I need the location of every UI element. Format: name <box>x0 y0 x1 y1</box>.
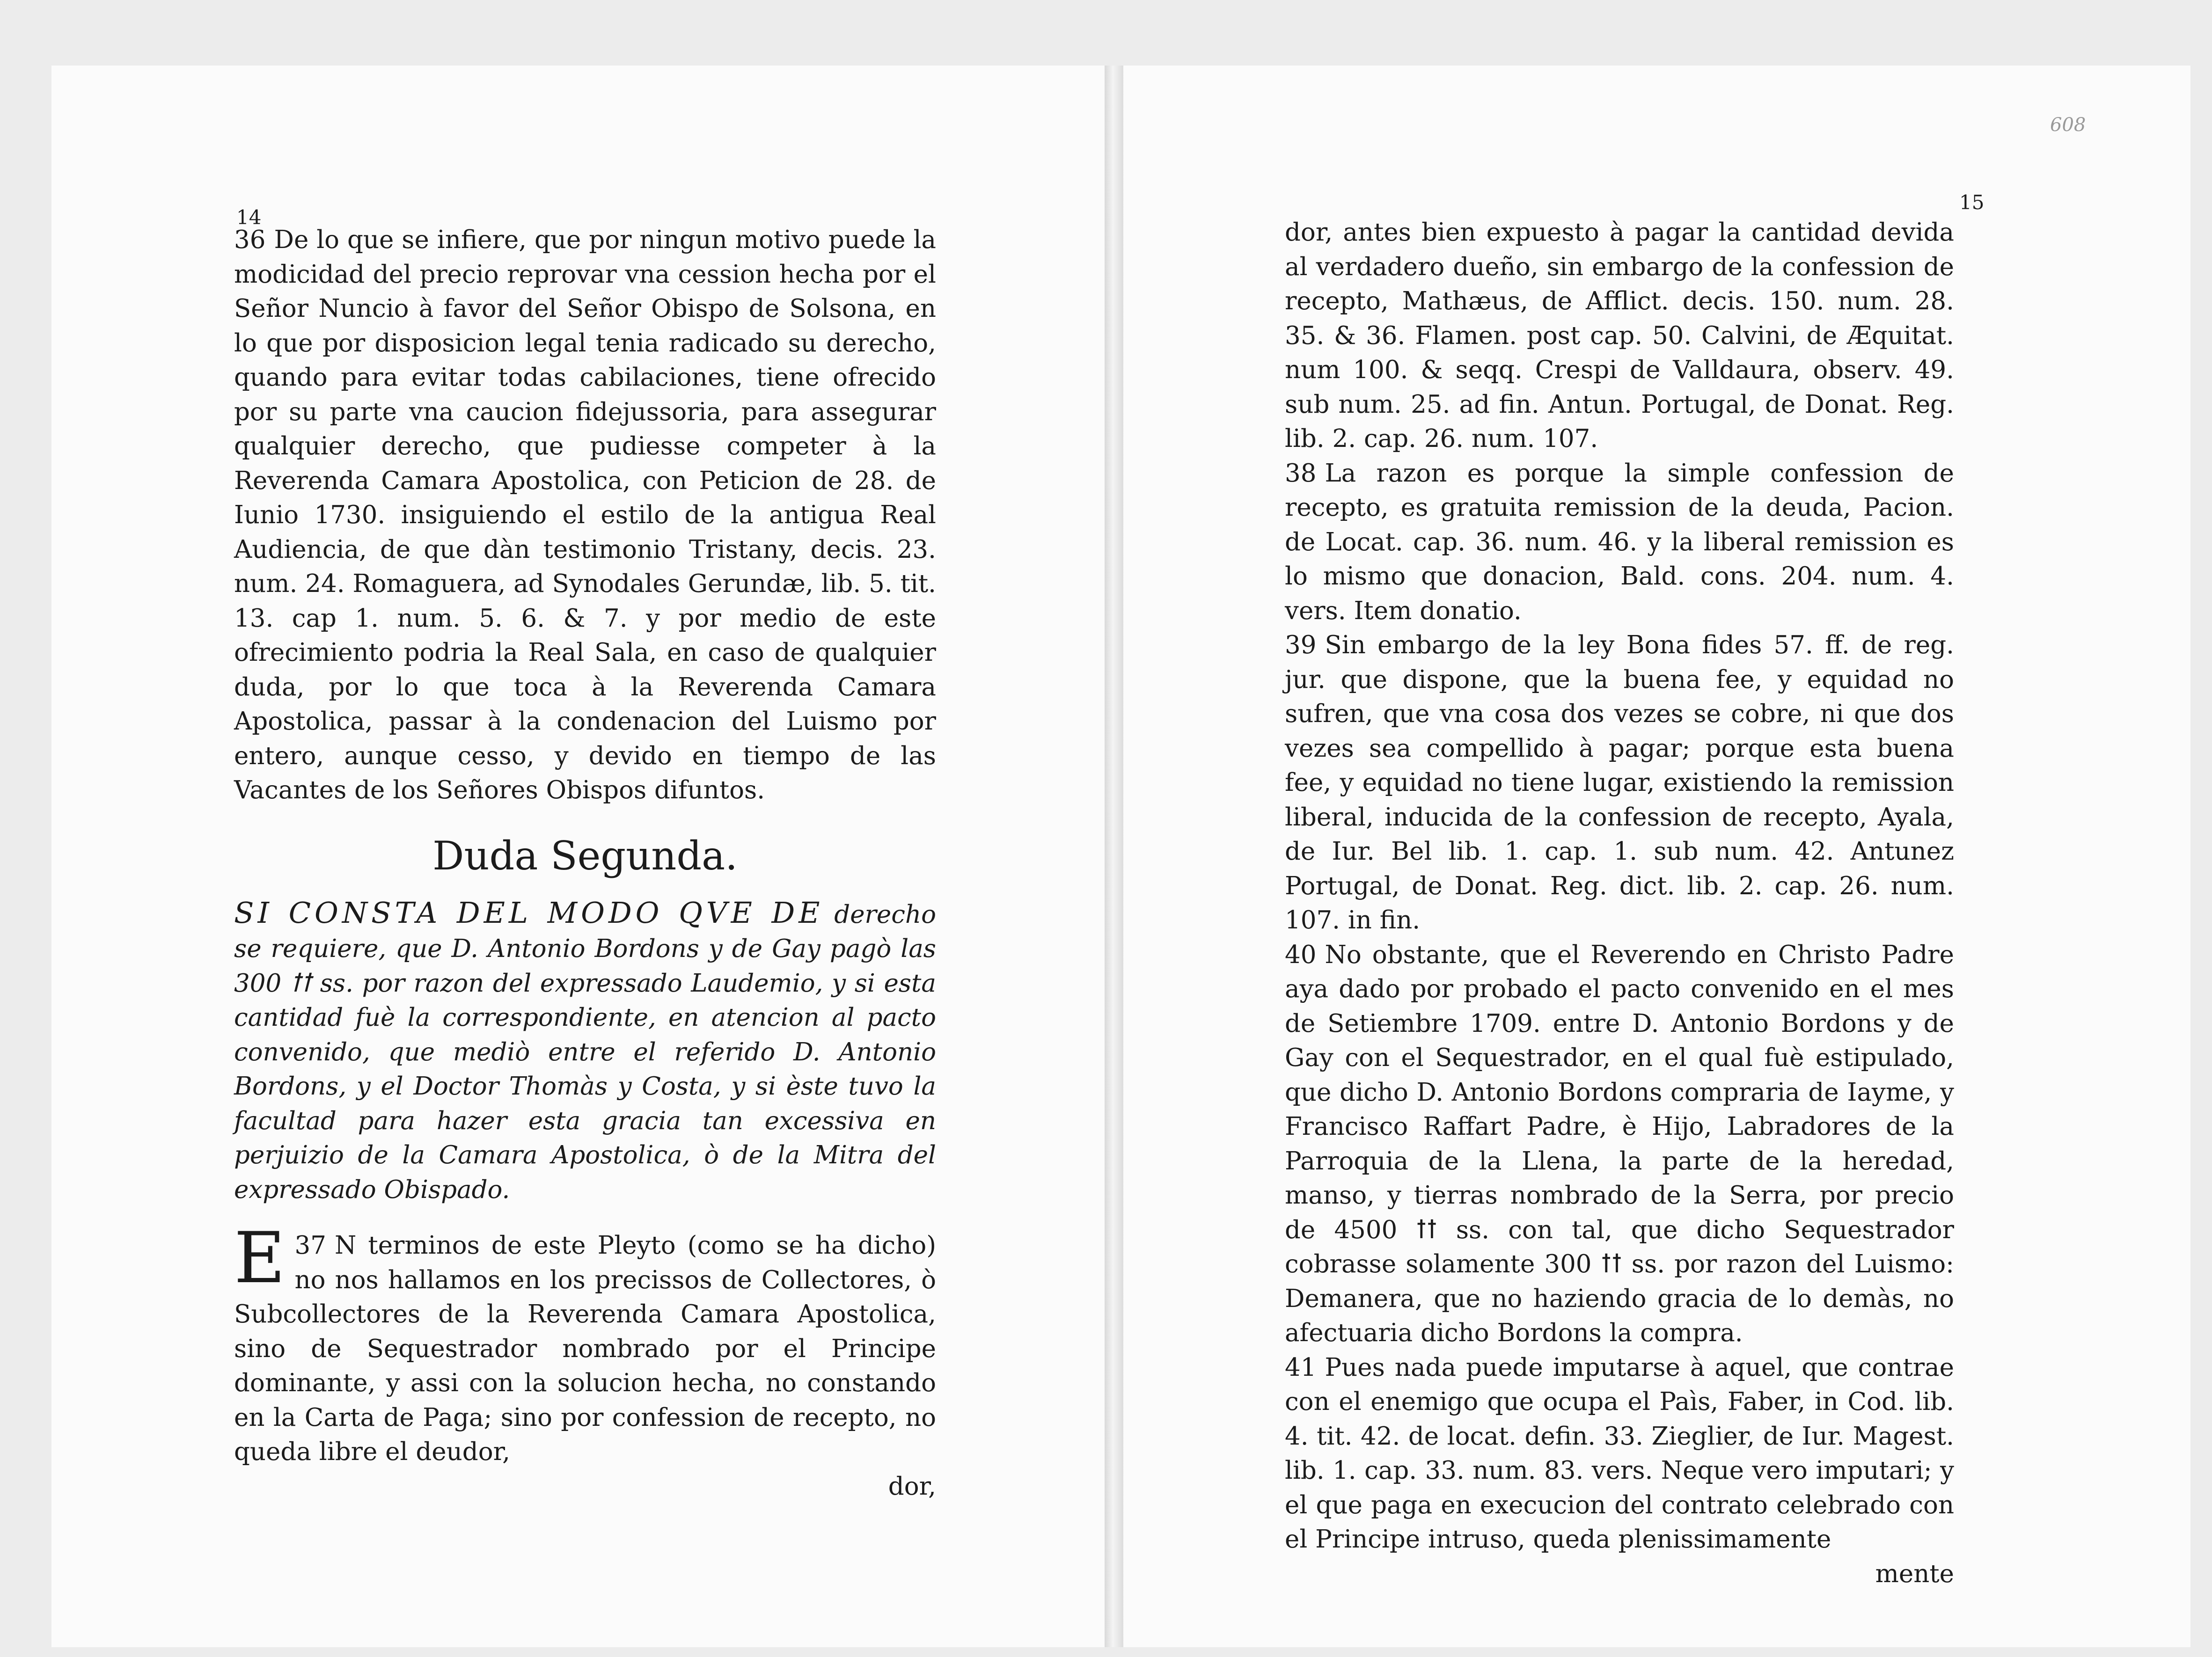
right-page-number: 15 <box>1959 191 1985 214</box>
paragraph-text: No obstante, que el Reverendo en Christo Padre aya dado por probado el pacto convenido en el mes de Setiembre 1709. entre D. Antonio Bordons y de Gay con el Sequestrador, en el qual fuè estipulado, que dicho D. Antonio Bordons compraria de Iayme, y Francisco Raffart Padre, è Hijo, Labradores de la Parroquia de la Llena, la parte de la heredad, manso, y tierras nombrado de la Serra, por precio de 4500 ꝉꝉ ss. con tal, que dicho Sequestrador cobrasse solamente 300 ꝉꝉ ss. por razon del Luismo: Demanera, que no haziendo gracia de lo demàs, no afectuaria dicho Bordons la compra. <box>1285 940 1954 1347</box>
drop-cap: E <box>234 1218 286 1299</box>
paragraph-text: Sin embargo de la ley Bona fides 57. ff. de reg. jur. que dispone, que la buena fee, y equidad no sufren, que vna cosa dos vezes se cobre, ni que dos vezes sea compellido à pagar; porque esta buena fee, y equidad no tiene lugar, existiendo la remission liberal, inducida de la confession de recepto, Ayala, de Iur. Bel lib. 1. cap. 1. sub num. 42. Antunez Portugal, de Donat. Reg. dict. lib. 2. cap. 26. num. 107. in fin. <box>1285 631 1954 934</box>
doubt-text: derecho se requiere, que D. Antonio Bordons y de Gay pagò las 300 ꝉꝉ ss. por razon del expressado Laudemio, y si esta cantidad fuè la correspondiente, en atencion al pacto convenido, que mediò entre el referido D. Antonio Bordons, y el Doctor Thomàs y Costa, y si èste tuvo la facultad para hazer esta gracia tan excessiva en perjuizio de la Camara Apostolica, ò de la Mitra del expressado Obispado. <box>234 900 936 1204</box>
paragraph-text: La razon es porque la simple confession de recepto, es gratuita remission de la deuda, Pacion. de Locat. cap. 36. num. 46. y la liberal remission es lo mismo que donacion, Bald. cons. 204. num. 4. vers. Item donatio. <box>1285 459 1954 625</box>
left-text-column <box>234 223 936 1504</box>
catchword: dor, <box>888 1472 936 1501</box>
paragraph-number: 39 <box>1285 631 1317 659</box>
paragraph-36 <box>234 223 936 808</box>
paragraph-number: 37 <box>294 1231 326 1260</box>
paragraph-38 <box>1285 456 1954 628</box>
paragraph-text: N terminos de este Pleyto (como se ha dicho) no nos hallamos en los precissos de Collectores, ò Subcollectores de la Reverenda Camara Apostolica, sino de Sequestrador nombrado por el Principe dominante, y assi con la solucion hecha, no constando en la Carta de Paga; sino por confession de recepto, no queda libre el deudor, <box>234 1231 936 1466</box>
doubt-statement <box>234 896 936 1207</box>
continued-text: dor, antes bien expuesto à pagar la cantidad devida al verdadero dueño, sin embargo de la confession de recepto, Mathæus, de Afflict. decis. 150. num. 28. 35. & 36. Flamen. post cap. 50. Calvini, de Æquitat. num 100. & seqq. Crespi de Valldaura, observ. 49. sub num. 25. ad fin. Antun. Portugal, de Donat. Reg. lib. 2. cap. 26. num. 107. <box>1285 218 1954 453</box>
paragraph-number: 40 <box>1285 940 1317 969</box>
paragraph-37 <box>234 1218 936 1469</box>
paragraph-39 <box>1285 628 1954 938</box>
paragraph-40 <box>1285 938 1954 1350</box>
paragraph-number: 41 <box>1285 1353 1317 1382</box>
paragraph-number: 38 <box>1285 459 1317 488</box>
doubt-lead-caps: SI CONSTA DEL MODO QVE DE <box>234 895 824 930</box>
section-heading: Duda Segunda. <box>432 832 738 879</box>
paragraph-text: De lo que se infiere, que por ningun motivo puede la modicidad del precio reprovar vna cession hecha por el Señor Nuncio à favor del Señor Obispo de Solsona, en lo que por disposicion legal tenia radicado su derecho, quando para evitar todas cabilaciones, tiene ofrecido por su parte vna caucion fidejussoria, para assegurar qualquier derecho, que pudiesse competer à la Reverenda Camara Apostolica, con Peticion de 28. de Iunio 1730. insiguiendo el estilo de la antigua Real Audiencia, de que dàn testimonio Tristany, decis. 23. num. 24. Romaguera, ad Synodales Gerundæ, lib. 5. tit. 13. cap 1. num. 5. 6. & 7. y por medio de este ofrecimiento podria la Real Sala, en caso de qualquier duda, por lo que toca à la Reverenda Camara Apostolica, passar à la condenacion del Luismo por entero, aunque cesso, y devido en tiempo de las Vacantes de los Señores Obispos difuntos. <box>234 226 936 804</box>
book-gutter <box>1105 66 1123 1647</box>
paragraph-text: Pues nada puede imputarse à aquel, que contrae con el enemigo que ocupa el Paìs, Faber, in Cod. lib. 4. tit. 42. de locat. defin. 33. Zieglier, de Iur. Magest. lib. 1. cap. 33. num. 83. vers. Neque vero imputari; y el que paga en execucion del contrato celebrado con el Principe intruso, queda plenissimamente <box>1285 1353 1954 1554</box>
pencil-folio-mark: 608 <box>2050 114 2086 136</box>
right-text-column <box>1285 215 1954 1591</box>
paragraph-number: 36 <box>234 226 266 254</box>
catchword: mente <box>1875 1559 1954 1588</box>
left-page-number: 14 <box>236 206 262 229</box>
paragraph-41 <box>1285 1350 1954 1557</box>
